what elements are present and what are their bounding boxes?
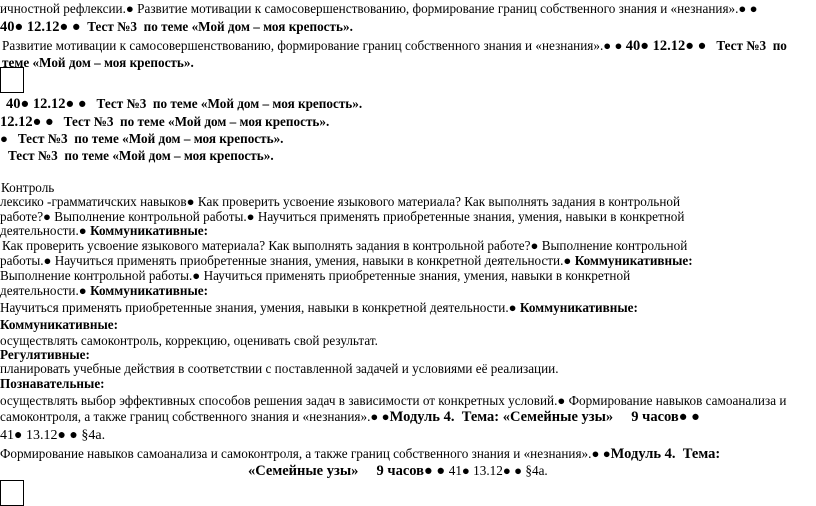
line-15	[0, 268, 630, 284]
text-segment: работы.● Научиться применять приобретенные знания, умения, навыки в конкретной деятельности.●	[0, 253, 575, 268]
text-segment: Коммуникативные:	[519, 300, 638, 315]
line-27	[248, 463, 548, 479]
text-segment: ● Тест №3 по теме «Мой дом – моя крепость».	[0, 131, 284, 146]
text-segment: 40● 12.12● ●	[0, 19, 81, 35]
text-segment: осуществлять выбор эффективных способов решения задач в зависимости от конкретных условий.● Формирование навыков самоанализа и	[0, 393, 787, 408]
line-26	[0, 446, 720, 462]
line-05	[6, 96, 362, 112]
text-segment: Коммуникативные:	[90, 283, 209, 298]
text-segment: осуществлять самоконтроль, коррекцию, оценивать свой результат.	[0, 333, 378, 348]
text-segment: Контроль	[1, 180, 55, 195]
line-17	[0, 300, 638, 316]
line-25	[0, 427, 105, 444]
text-segment: теме «Мой дом – моя крепость».	[2, 55, 194, 70]
line-08	[8, 148, 274, 164]
line-23	[0, 393, 786, 409]
text-segment: Тест №3 по теме «Мой дом – моя крепость».	[8, 148, 274, 163]
text-segment: планировать учебные действия в соответствии с поставленной задачей и условиями её реализации.	[0, 361, 559, 376]
text-segment: Коммуникативные:	[0, 317, 118, 332]
text-segment: Регулятивные:	[0, 347, 90, 362]
text-segment: 40● 12.12● ●	[625, 38, 707, 54]
text-segment: Тест №3 по теме «Мой дом – моя крепость».	[80, 19, 353, 34]
text-segment: деятельности.●	[0, 223, 91, 238]
empty-box-2	[0, 480, 24, 506]
text-segment: Тест №3 по теме «Мой дом – моя крепость».	[53, 114, 330, 129]
line-10	[0, 194, 680, 210]
text-segment: 40● 12.12● ●	[6, 96, 87, 112]
line-18	[0, 317, 118, 333]
line-24	[0, 409, 700, 425]
text-segment: самоконтроля, а также границ собственного знания и «незнания».● ●	[0, 409, 390, 424]
line-22	[0, 376, 105, 392]
text-segment: 41● 13.12● ● §4а.	[448, 463, 548, 478]
line-21	[0, 361, 559, 377]
text-segment: Тест №3 по	[706, 38, 787, 53]
text-segment: «Семейные узы» 9 часов● ●	[248, 463, 449, 479]
line-07	[0, 131, 283, 147]
line-03	[2, 38, 787, 54]
text-segment: Развитие мотивации к самосовершенствованию, формирование границ собственного знания и «незнания».● ●	[2, 38, 626, 53]
line-04	[2, 55, 194, 71]
text-segment: работе?● Выполнение контрольной работы.● Научиться применять приобретенные знания, умения, навыки в конкретной	[0, 209, 685, 224]
line-13	[2, 238, 687, 254]
text-segment: лексико -грамматичских навыков● Как проверить усвоение языкового материала? Как выполнять задания в контрольной	[0, 194, 681, 209]
text-segment: Формирование навыков самоанализа и самоконтроля, а также границ собственного знания и «незнания».● ●	[0, 446, 611, 461]
line-14	[0, 253, 693, 269]
text-segment: ичностной рефлексии.● Развитие мотивации к самосовершенствованию, формирование границ собственного знания и «незнания».● ●	[0, 1, 758, 16]
text-segment: Выполнение контрольной работы.● Научиться применять приобретенные знания, умения, навыки в конкретной	[0, 268, 631, 283]
line-06	[0, 114, 329, 130]
line-16	[0, 283, 208, 299]
line-02	[0, 19, 353, 35]
text-segment: Тест №3 по теме «Мой дом – моя крепость».	[86, 96, 363, 111]
text-segment: Коммуникативные:	[574, 253, 693, 268]
text-segment: Научиться применять приобретенные знания, умения, навыки в конкретной деятельности.●	[0, 300, 520, 315]
text-segment: 12.12● ●	[0, 114, 54, 130]
text-segment: Модуль 4. Тема: «Семейные узы» 9 часов● ●	[389, 409, 700, 425]
line-12	[0, 223, 208, 239]
text-segment: Как проверить усвоение языкового материала? Как выполнять задания в контрольной работе?● Выполнение контрольной	[2, 238, 688, 253]
text-segment: деятельности.●	[0, 283, 91, 298]
text-segment: Модуль 4. Тема:	[610, 446, 721, 462]
text-segment: Познавательные:	[0, 376, 105, 391]
line-01	[0, 1, 758, 17]
text-segment: 41● 13.12● ● §4а.	[0, 428, 106, 443]
text-segment: Коммуникативные:	[90, 223, 209, 238]
